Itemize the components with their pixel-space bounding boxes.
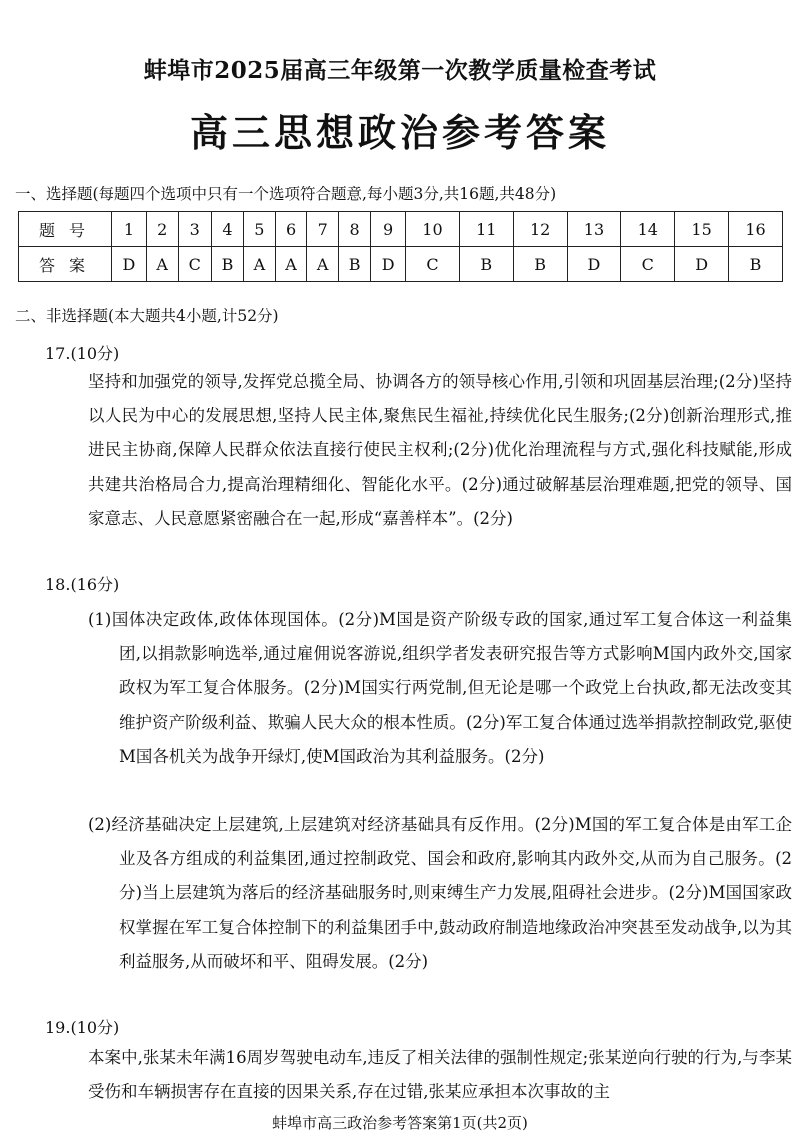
answer-cell: B bbox=[459, 247, 513, 282]
q18-part-2-text: (2)经济基础决定上层建筑,上层建筑对经济基础具有反作用。(2分)M国的军工复合体是由军工企业及各方组成的利益集团,通过控制政党、国会和政府,影响其内政外交,从而为自己服务。(2分)当上层建筑为落后的经济基础服务时,则束缚生产力发展,阻碍社会进步。(2分)M国国家政权掌握在军工复合体控制下的利益集团手中,鼓动政府制造地缘政治冲突甚至发动战争,以为其利益服务,从而破坏和平、阻碍发展。(2分) bbox=[88, 815, 792, 971]
question-number-cell: 3 bbox=[178, 212, 211, 247]
answer-cell: A bbox=[307, 247, 339, 282]
question-number-cell: 6 bbox=[275, 212, 307, 247]
row-label-answers: 答案 bbox=[19, 247, 112, 282]
answer-cell: D bbox=[675, 247, 729, 282]
section-1-heading: 一、选择题(每题四个选项中只有一个选项符合题意,每小题3分,共16题,共48分) bbox=[15, 185, 557, 203]
answer-cell: B bbox=[729, 247, 783, 282]
q18-part-1 bbox=[88, 603, 792, 774]
answer-cell: D bbox=[567, 247, 621, 282]
answer-cell: C bbox=[621, 247, 675, 282]
q17-text: 坚持和加强党的领导,发挥党总揽全局、协调各方的领导核心作用,引领和巩固基层治理;(2分)坚持以人民为中心的发展思想,坚持人民主体,聚焦民生福祉,持续优化民生服务;(2分)创新治理形式,推进民主协商,保障人民群众依法直接行使民主权利;(2分)优化治理流程与方式,强化科技赋能,形成共建共治格局合力,提高治理精细化、智能化水平。(2分)通过破解基层治理难题,把党的领导、国家意志、人民意愿紧密融合在一起,形成“嘉善样本”。(2分) bbox=[88, 372, 792, 528]
answer-table bbox=[18, 211, 783, 282]
answer-cell: B bbox=[211, 247, 243, 282]
question-number-cell: 4 bbox=[211, 212, 243, 247]
question-number-cell: 15 bbox=[675, 212, 729, 247]
answer-cell: D bbox=[112, 247, 147, 282]
q17-heading: 17.(10分) bbox=[45, 344, 120, 363]
answer-row bbox=[19, 247, 783, 282]
page-footer: 蚌埠市高三政治参考答案第1页(共2页) bbox=[272, 1114, 528, 1132]
q18-heading: 18.(16分) bbox=[45, 575, 120, 594]
question-number-cell: 2 bbox=[146, 212, 178, 247]
row-label-numbers: 题号 bbox=[19, 212, 112, 247]
question-number-cell: 7 bbox=[307, 212, 339, 247]
question-number-cell: 8 bbox=[339, 212, 371, 247]
answer-cell: A bbox=[244, 247, 276, 282]
answer-cell: C bbox=[178, 247, 211, 282]
page-title: 高三思想政治参考答案 bbox=[189, 110, 610, 155]
q19-heading: 19.(10分) bbox=[45, 1018, 120, 1037]
question-number-cell: 5 bbox=[244, 212, 276, 247]
question-number-cell: 12 bbox=[513, 212, 567, 247]
q19-answer bbox=[88, 1041, 792, 1109]
q19-text: 本案中,张某未年满16周岁驾驶电动车,违反了相关法律的强制性规定;张某逆向行驶的行为,与李某受伤和车辆损害存在直接的因果关系,存在过错,张某应承担本次事故的主 bbox=[88, 1048, 792, 1102]
question-number-cell: 14 bbox=[621, 212, 675, 247]
question-number-cell: 10 bbox=[406, 212, 460, 247]
exam-title: 蚌埠市2025届高三年级第一次教学质量检查考试 bbox=[143, 57, 657, 84]
answer-cell: A bbox=[275, 247, 307, 282]
question-number-cell: 11 bbox=[459, 212, 513, 247]
q17-answer bbox=[88, 365, 792, 536]
answer-cell: B bbox=[513, 247, 567, 282]
q18-part-2 bbox=[88, 808, 792, 979]
section-2-heading: 二、非选择题(本大题共4小题,计52分) bbox=[15, 307, 279, 325]
answer-cell: A bbox=[146, 247, 178, 282]
question-number-cell: 16 bbox=[729, 212, 783, 247]
question-number-cell: 9 bbox=[371, 212, 406, 247]
q18-part-1-text: (1)国体决定政体,政体体现国体。(2分)M国是资产阶级专政的国家,通过军工复合体这一利益集团,以捐款影响选举,通过雇佣说客游说,组织学者发表研究报告等方式影响M国内政外交,国家政权为军工复合体服务。(2分)M国实行两党制,但无论是哪一个政党上台执政,都无法改变其维护资产阶级利益、欺骗人民大众的根本性质。(2分)军工复合体通过选举捐款控制政党,驱使M国各机关为战争开绿灯,使M国政治为其利益服务。(2分) bbox=[88, 610, 792, 766]
answer-cell: D bbox=[371, 247, 406, 282]
question-number-row bbox=[19, 212, 783, 247]
answer-cell: B bbox=[339, 247, 371, 282]
question-number-cell: 13 bbox=[567, 212, 621, 247]
question-number-cell: 1 bbox=[112, 212, 147, 247]
answer-cell: C bbox=[406, 247, 460, 282]
